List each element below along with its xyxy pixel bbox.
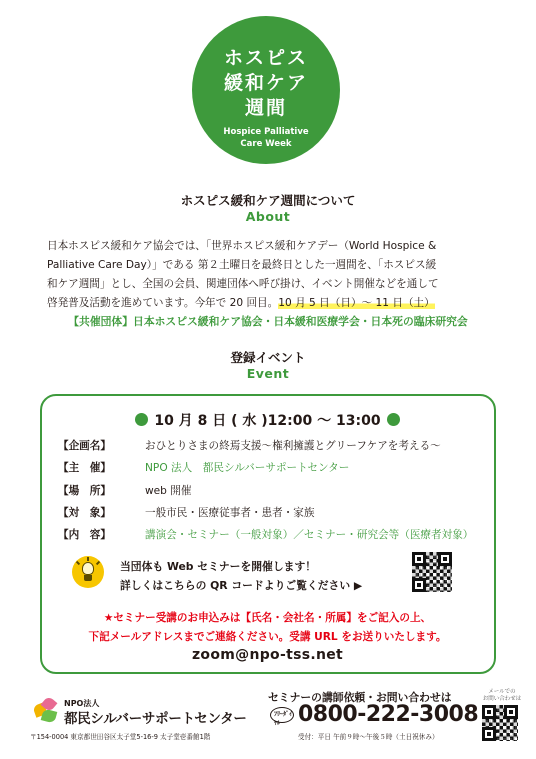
webinar-notice	[120, 557, 362, 595]
info-key: 【主 催】	[58, 462, 111, 475]
about-body-line-2: Palliative Care Day）」である 第２土曜日を最終日とした一週間を、「ホスピス緩	[47, 259, 437, 271]
event-date-text: 10 月 8 日 ( 水 )12:00 ～ 13:00	[154, 413, 381, 429]
info-value: NPO 法人 都民シルバーサポートセンター	[145, 462, 350, 475]
webinar-notice-line-1: 当団体も Web セミナーを開催します！	[120, 560, 317, 573]
freedial-icon	[270, 707, 294, 727]
info-value: 一般市民・医療従事者・患者・家族	[145, 506, 315, 519]
application-note	[42, 609, 493, 647]
info-value: web 開催	[145, 484, 192, 497]
contact-label: セミナーの講師依頼・お問い合わせは	[268, 691, 452, 704]
event-details-box	[40, 394, 496, 674]
event-date	[42, 410, 493, 430]
event-heading-en: Event	[246, 366, 290, 381]
application-note-line-1: ★セミナー受講のお申込みは【氏名・会社名・所属】をご記入の上、	[103, 612, 432, 624]
info-key: 【企画名】	[58, 440, 111, 452]
bullet-dot-icon	[135, 413, 148, 426]
org-address: 〒154-0004 東京都世田谷区太子堂5-16-9 太子堂壱番館1階	[30, 733, 211, 741]
info-value: 講演会・セミナー（一般対象）／セミナー・研究会等（医療者対象）	[145, 529, 474, 542]
about-body-line-3: 和ケア週間」とし、全国の会員、関連団体へ呼び掛け、イベント開催などを通して	[47, 278, 439, 290]
about-heading: ホスピス緩和ケア週間について	[180, 193, 356, 208]
about-body-line-4	[47, 294, 497, 313]
logo-subtitle	[192, 126, 340, 150]
hospice-week-logo	[192, 16, 340, 164]
logo-title-line-1: ホスピス	[223, 47, 308, 69]
logo-title	[192, 46, 340, 121]
info-key: 【対 象】	[58, 506, 111, 519]
info-row-content	[58, 524, 488, 546]
cohost-organizations: 【共催団体】日本ホスピス緩和ケア協会・日本緩和医療学会・日本死の臨床研究会	[68, 315, 468, 328]
about-body	[47, 237, 497, 313]
info-row-title	[58, 435, 488, 457]
mail-note-line-1: メールでの	[488, 689, 516, 695]
info-row-venue	[58, 480, 488, 502]
phone-number[interactable]: 0800-222-3008	[298, 702, 479, 727]
webinar-notice-line-2: 詳しくはこちらの QR コードよりご覧ください ▶	[120, 579, 363, 592]
mail-contact-note	[480, 689, 524, 703]
about-heading-en: About	[245, 209, 291, 224]
info-value: おひとりさまの終焉支援～権利擁護とグリーフケアを考える～	[145, 440, 441, 452]
logo-subtitle-line-2: Care Week	[240, 139, 292, 149]
application-note-line-2: 下記メールアドレスまでご連絡ください。受講 URL をお送りいたします。	[88, 631, 447, 643]
org-leaf-icon	[41, 708, 58, 723]
about-body-line-1: 日本ホスピス緩和ケア協会では、「世界ホスピス緩和ケアデー（World Hospice &	[47, 240, 437, 252]
webinar-qr-code[interactable]	[412, 552, 452, 592]
org-name: 都民シルバーサポートセンター	[64, 711, 247, 727]
logo-title-line-3: 週間	[244, 97, 287, 119]
week-dates-highlight: 10 月 5 日（日）～ 11 日（土）	[278, 297, 435, 309]
contact-email[interactable]: zoom@npo-tss.net	[191, 647, 344, 663]
info-key: 【内 容】	[58, 529, 111, 542]
info-row-organizer	[58, 457, 488, 479]
org-prefix: NPO法人	[64, 699, 100, 708]
event-heading: 登録イベント	[230, 350, 306, 365]
lightbulb-icon	[72, 556, 104, 588]
event-info-list	[58, 435, 488, 546]
logo-subtitle-line-1: Hospice Palliative	[223, 127, 309, 137]
bullet-dot-icon	[387, 413, 400, 426]
logo-title-line-2: 緩和ケア	[223, 72, 308, 94]
freedial-label: ﾌﾘｰﾀﾞｲﾔﾙ	[274, 711, 293, 727]
info-key: 【場 所】	[58, 484, 111, 497]
mail-note-line-2: お問い合わせは	[482, 696, 522, 702]
about-body-last-text: 啓発普及活動を進めています。今年で 20 回目。	[47, 297, 279, 309]
info-row-audience	[58, 502, 488, 524]
business-hours: 受付：平日 午前９時～午後５時（土日祝休み）	[298, 733, 439, 741]
mail-qr-code[interactable]	[482, 705, 518, 741]
